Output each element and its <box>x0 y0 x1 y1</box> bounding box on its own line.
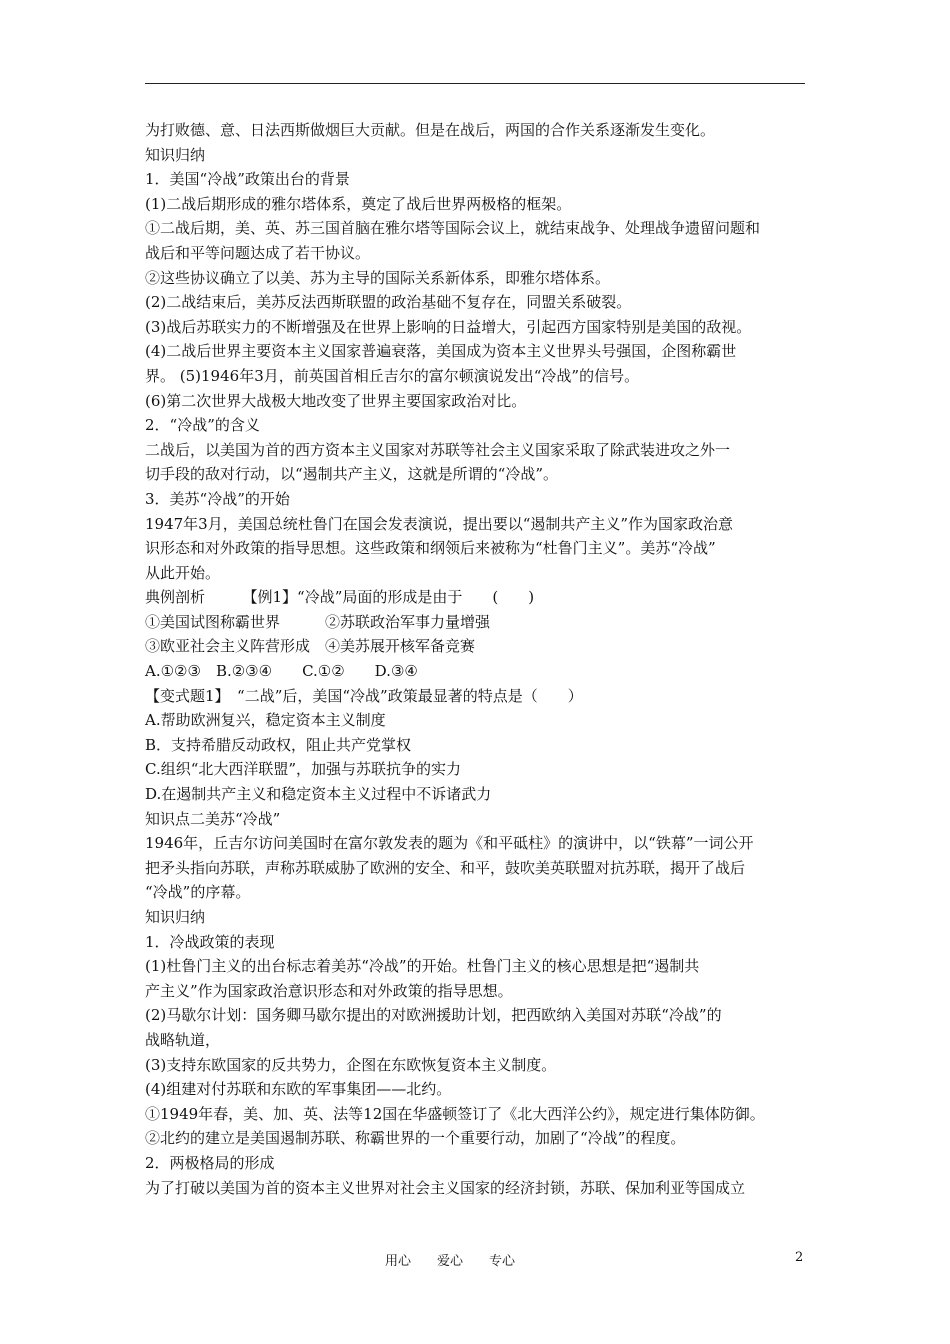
text-line: 识形态和对外政策的指导思想。这些政策和纲领后来被称为“杜鲁门主义”。美苏“冷战” <box>145 539 716 558</box>
question-option-line: ①美国试图称霸世界 ②苏联政治军事力量增强 <box>145 612 491 631</box>
footer-motto: 用心 爱心 专心 <box>385 1254 516 1269</box>
text-line: ②北约的建立是美国遏制苏联、称霸世界的一个重要行动，加剧了“冷战”的程度。 <box>145 1129 686 1148</box>
section-heading: 知识归纳 <box>145 145 206 164</box>
text-line: ①二战后期，美、英、苏三国首脑在雅尔塔等国际会议上，就结束战争、处理战争遗留问题和 <box>145 219 761 238</box>
text-line: 二战后，以美国为首的西方资本主义国家对苏联等社会主义国家采取了除武装进攻之外一 <box>145 440 731 459</box>
text-line: 为了打破以美国为首的资本主义世界对社会主义国家的经济封锁，苏联、保加利亚等国成立 <box>145 1178 746 1197</box>
text-line: (3)支持东欧国家的反共势力，企图在东欧恢复资本主义制度。 <box>145 1055 557 1074</box>
text-line: 战略轨道， <box>145 1030 221 1049</box>
text-line: 3．美苏“冷战”的开始 <box>145 489 290 508</box>
section-heading: 知识归纳 <box>145 908 206 926</box>
text-line: 2．“冷战”的含义 <box>145 416 260 435</box>
answer-choice: B．支持希腊反动政权，阻止共产党掌权 <box>145 735 412 754</box>
text-line: “冷战”的序幕。 <box>145 883 251 902</box>
text-line: (1)杜鲁门主义的出台标志着美苏“冷战”的开始。杜鲁门主义的核心思想是把“遏制共 <box>145 957 700 976</box>
text-line: 从此开始。 <box>145 563 221 582</box>
text-line: (3)战后苏联实力的不断增强及在世界上影响的日益增大，引起西方国家特别是美国的敌视。 <box>145 317 752 336</box>
text-line: 1946年，丘吉尔访问美国时在富尔敦发表的题为《和平砥柱》的演讲中，以“铁幕”一词公开 <box>145 834 754 853</box>
answer-choice: D.在遏制共产主义和稳定资本主义过程中不诉诸武力 <box>145 785 492 804</box>
header-rule <box>145 83 805 84</box>
text-line: 1947年3月，美国总统杜鲁门在国会发表演说，提出要以“遏制共产主义”作为国家政治意 <box>145 514 734 533</box>
text-line: (1)二战后期形成的雅尔塔体系，奠定了战后世界两极格的框架。 <box>145 194 572 213</box>
text-line: (4)组建对付苏联和东欧的军事集团——北约。 <box>145 1080 452 1099</box>
text-line: 为打败德、意、日法西斯做烟巨大贡献。但是在战后，两国的合作关系逐渐发生变化。 <box>145 121 716 139</box>
page-number: 2 <box>795 1250 804 1265</box>
text-line: 2．两极格局的形成 <box>145 1153 275 1172</box>
text-line: 1．冷战政策的表现 <box>145 932 275 951</box>
variant-question: 【变式题1】 “二战”后，美国“冷战”政策最显著的特点是（ ） <box>145 686 583 705</box>
text-line: ①1949年春，美、加、英、法等12国在华盛顿签订了《北大西洋公约》，规定进行集体防御。 <box>145 1104 765 1123</box>
text-line: 1．美国“冷战”政策出台的背景 <box>145 170 350 189</box>
question-option-line: ③欧亚社会主义阵营形成 ④美苏展开核军备竞赛 <box>145 637 476 656</box>
text-line: 把矛头指向苏联，声称苏联威胁了欧洲的安全、和平，鼓吹美英联盟对抗苏联，揭开了战后 <box>145 858 746 877</box>
text-line: (2)马歇尔计划：国务卿马歇尔提出的对欧洲援助计划，把西欧纳入美国对苏联“冷战”的 <box>145 1006 722 1025</box>
text-line: ②这些协议确立了以美、苏为主导的国际关系新体系，即雅尔塔体系。 <box>145 268 611 287</box>
text-line: (6)第二次世界大战极大地改变了世界主要国家政治对比。 <box>145 391 527 410</box>
answer-choices: A.①②③ B.②③④ C.①② D.③④ <box>145 662 418 681</box>
answer-choice: C.组织“北大西洋联盟”，加强与苏联抗争的实力 <box>145 760 462 779</box>
text-line: 界。 (5)1946年3月，前英国首相丘吉尔的富尔顿演说发出“冷战”的信号。 <box>145 366 640 385</box>
text-line: (2)二战结束后，美苏反法西斯联盟的政治基础不复存在，同盟关系破裂。 <box>145 293 632 312</box>
text-line: (4)二战后世界主要资本主义国家普遍衰落，美国成为资本主义世界头号强国，企图称霸世 <box>145 342 737 361</box>
text-line: 战后和平等问题达成了若干协议。 <box>145 243 371 262</box>
text-line: 切手段的敌对行动，以“遏制共产主义，这就是所谓的“冷战”。 <box>145 465 559 484</box>
document-body <box>145 118 817 1200</box>
text-line: 产主义”作为国家政治意识形态和对外政策的指导思想。 <box>145 981 513 1000</box>
example-question: 典例剖析 【例1】“冷战”局面的形成是由于 ( ) <box>145 588 535 607</box>
answer-choice: A.帮助欧洲复兴，稳定资本主义制度 <box>145 711 386 730</box>
section-heading: 知识点二美苏“冷战” <box>145 809 281 828</box>
